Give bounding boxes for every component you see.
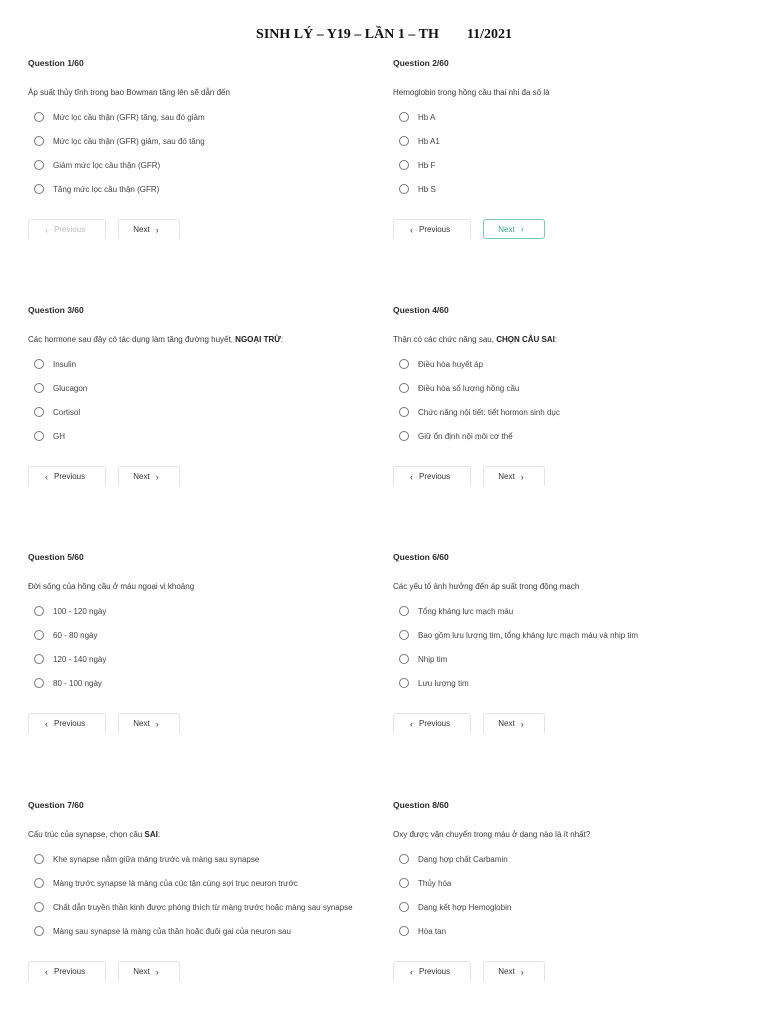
- chevron-right-icon: ›: [155, 718, 159, 729]
- chevron-right-icon: ›: [520, 718, 524, 729]
- question-text: [393, 335, 743, 344]
- answer-option[interactable]: [393, 647, 743, 671]
- question-text: [393, 582, 743, 591]
- radio-button[interactable]: [399, 926, 409, 936]
- answer-option[interactable]: [28, 847, 378, 871]
- answer-option-label: Dạng kết hợp Hemoglobin: [418, 902, 512, 912]
- question-text-main: Các yếu tố ảnh hưởng đến áp suất trong động mạch: [393, 582, 580, 591]
- answer-option-label: Khe synapse nằm giữa màng trước và màng sau synapse: [53, 854, 260, 864]
- answer-option[interactable]: [28, 871, 378, 895]
- answer-option[interactable]: [393, 871, 743, 895]
- answer-option[interactable]: [393, 895, 743, 919]
- answer-option-label: Mức lọc cầu thận (GFR) tăng, sau đó giảm: [53, 112, 205, 122]
- question-text: [393, 88, 743, 97]
- previous-button[interactable]: [28, 713, 106, 733]
- previous-label: Previous: [54, 225, 86, 234]
- radio-button[interactable]: [34, 136, 44, 146]
- previous-button[interactable]: [393, 713, 471, 733]
- question-text-main: Áp suất thủy tĩnh trong bao Bowman tăng lên sẽ dẫn đến: [28, 88, 230, 97]
- next-button[interactable]: [483, 961, 545, 981]
- radio-button[interactable]: [34, 678, 44, 688]
- answer-option-label: 60 - 80 ngày: [53, 630, 98, 640]
- answer-option[interactable]: [393, 623, 743, 647]
- question-text-main: Oxy được vận chuyển trong máu ở dạng nào là ít nhất?: [393, 830, 591, 839]
- answer-option[interactable]: [28, 177, 378, 201]
- previous-button[interactable]: [393, 219, 471, 239]
- answer-option-label: Insulin: [53, 359, 77, 369]
- question-text: [28, 88, 378, 97]
- answer-option[interactable]: [28, 400, 378, 424]
- answer-option[interactable]: [28, 647, 378, 671]
- question-nav: [28, 219, 378, 239]
- question-number: Question 3/60: [28, 305, 84, 315]
- answer-option-label: 80 - 100 ngày: [53, 678, 102, 688]
- question-nav: [28, 961, 378, 981]
- answer-option-label: Mức lọc cầu thận (GFR) giảm, sau đó tăng: [53, 136, 205, 146]
- previous-button[interactable]: [28, 961, 106, 981]
- answer-option-label: Chức năng nội tiết: tiết hormon sinh dục: [418, 407, 560, 417]
- question-card-4: [393, 305, 743, 486]
- answer-option[interactable]: [393, 177, 743, 201]
- question-text: [28, 582, 378, 591]
- question-nav: [28, 466, 378, 486]
- chevron-right-icon: ›: [155, 471, 159, 482]
- answer-option[interactable]: [393, 153, 743, 177]
- previous-label: Previous: [54, 967, 86, 976]
- question-suffix: :: [157, 830, 161, 839]
- question-number: Question 8/60: [393, 800, 449, 810]
- previous-label: Previous: [419, 225, 451, 234]
- answer-option-label: Hb A1: [418, 136, 440, 146]
- question-suffix: :: [280, 335, 284, 344]
- radio-button[interactable]: [34, 630, 44, 640]
- answer-option-label: Màng sau synapse là màng của thân hoặc đuôi gai của neuron sau: [53, 926, 291, 936]
- radio-button[interactable]: [34, 854, 44, 864]
- document-title: [0, 27, 768, 43]
- question-number: Question 7/60: [28, 800, 84, 810]
- answer-option-label: Giữ ổn định nội môi cơ thể: [418, 431, 513, 441]
- answer-option[interactable]: [28, 895, 378, 919]
- chevron-left-icon: ‹: [410, 718, 413, 729]
- radio-button[interactable]: [399, 112, 409, 122]
- radio-button[interactable]: [399, 854, 409, 864]
- radio-button[interactable]: [34, 606, 44, 616]
- chevron-right-icon: ›: [520, 224, 524, 234]
- question-text-main: Đời sống của hồng cầu ở máu ngoại vi khoảng: [28, 582, 195, 591]
- radio-button[interactable]: [399, 878, 409, 888]
- next-label: Next: [133, 472, 150, 481]
- answer-option[interactable]: [28, 623, 378, 647]
- answer-option-label: Nhịp tim: [418, 654, 448, 664]
- question-card-5: [28, 552, 378, 733]
- answer-option[interactable]: [393, 847, 743, 871]
- answer-option-label: Điều hòa huyết áp: [418, 359, 483, 369]
- answer-option-label: Hb F: [418, 160, 436, 170]
- question-nav: [28, 713, 378, 733]
- chevron-left-icon: ‹: [45, 718, 48, 729]
- chevron-left-icon: ‹: [45, 471, 48, 482]
- next-label: Next: [498, 472, 515, 481]
- radio-button[interactable]: [34, 654, 44, 664]
- answer-option[interactable]: [28, 424, 378, 448]
- question-number: Question 5/60: [28, 552, 84, 562]
- question-nav: [393, 219, 743, 239]
- chevron-left-icon: ‹: [45, 966, 48, 977]
- question-emphasis: NGOẠI TRỪ: [235, 335, 281, 344]
- answer-option[interactable]: [28, 153, 378, 177]
- previous-label: Previous: [54, 472, 86, 481]
- next-button[interactable]: [483, 219, 545, 239]
- radio-button[interactable]: [34, 112, 44, 122]
- previous-button[interactable]: [393, 466, 471, 486]
- chevron-right-icon: ›: [155, 966, 159, 977]
- answer-option[interactable]: [28, 105, 378, 129]
- next-label: Next: [133, 719, 150, 728]
- title-date: 11/2021: [466, 27, 512, 42]
- next-button[interactable]: [483, 713, 545, 733]
- question-number: Question 1/60: [28, 58, 84, 68]
- answer-option-label: Cortisol: [53, 407, 81, 417]
- answer-option[interactable]: [393, 671, 743, 695]
- question-card-1: [28, 58, 378, 239]
- answer-option[interactable]: [28, 129, 378, 153]
- previous-label: Previous: [419, 472, 451, 481]
- answer-option[interactable]: [393, 919, 743, 943]
- radio-button[interactable]: [34, 160, 44, 170]
- previous-button[interactable]: [393, 961, 471, 981]
- chevron-left-icon: ‹: [410, 471, 413, 482]
- previous-label: Previous: [419, 719, 451, 728]
- chevron-right-icon: ›: [520, 966, 524, 977]
- question-text-main: Hemoglobin trong hồng cầu thai nhi đa số là: [393, 88, 550, 97]
- next-label: Next: [498, 224, 515, 234]
- question-text-main: Thận có các chức năng sau,: [393, 335, 497, 344]
- next-label: Next: [498, 719, 515, 728]
- answer-option[interactable]: [28, 919, 378, 943]
- previous-button[interactable]: [28, 219, 106, 239]
- next-label: Next: [133, 225, 150, 234]
- next-button[interactable]: [118, 466, 180, 486]
- question-card-8: [393, 800, 743, 981]
- radio-button[interactable]: [34, 878, 44, 888]
- chevron-left-icon: ‹: [45, 224, 48, 235]
- answer-option-label: Glucagon: [53, 383, 88, 393]
- question-text: [393, 830, 743, 839]
- answer-option-label: Bao gồm lưu lượng tim, tổng kháng lực mạch máu và nhịp tim: [418, 630, 639, 640]
- question-text: [28, 335, 378, 344]
- answer-option-label: Tổng kháng lực mạch máu: [418, 606, 514, 616]
- question-emphasis: SAI: [144, 830, 158, 839]
- question-text: [28, 830, 378, 839]
- answer-option[interactable]: [393, 376, 743, 400]
- answer-option[interactable]: [393, 424, 743, 448]
- radio-button[interactable]: [34, 383, 44, 393]
- question-number: Question 4/60: [393, 305, 449, 315]
- radio-button[interactable]: [34, 407, 44, 417]
- previous-button[interactable]: [28, 466, 106, 486]
- question-card-6: [393, 552, 743, 733]
- next-label: Next: [133, 967, 150, 976]
- answer-option-label: Giảm mức lọc cầu thận (GFR): [53, 160, 161, 170]
- next-label: Next: [498, 967, 515, 976]
- previous-label: Previous: [419, 967, 451, 976]
- answer-option[interactable]: [28, 376, 378, 400]
- question-nav: [393, 713, 743, 733]
- radio-button[interactable]: [399, 184, 409, 194]
- radio-button[interactable]: [399, 160, 409, 170]
- question-number: Question 2/60: [393, 58, 449, 68]
- answer-option-label: 120 - 140 ngày: [53, 654, 107, 664]
- radio-button[interactable]: [34, 902, 44, 912]
- question-text-main: Cấu trúc của synapse, chọn câu: [28, 830, 145, 839]
- title-text: SINH LÝ – Y19 – LẦN 1 – TH: [256, 27, 439, 42]
- next-button[interactable]: [118, 961, 180, 981]
- next-button[interactable]: [483, 466, 545, 486]
- question-card-7: [28, 800, 378, 981]
- question-nav: [393, 961, 743, 981]
- answer-option[interactable]: [393, 105, 743, 129]
- answer-option[interactable]: [28, 671, 378, 695]
- radio-button[interactable]: [399, 383, 409, 393]
- answer-option-label: 100 - 120 ngày: [53, 606, 107, 616]
- radio-button[interactable]: [34, 431, 44, 441]
- next-button[interactable]: [118, 219, 180, 239]
- answer-option[interactable]: [393, 400, 743, 424]
- radio-button[interactable]: [399, 630, 409, 640]
- next-button[interactable]: [118, 713, 180, 733]
- question-nav: [393, 466, 743, 486]
- answer-option-label: Điều hòa số lượng hồng cầu: [418, 383, 520, 393]
- radio-button[interactable]: [399, 654, 409, 664]
- question-text-main: Các hormone sau đây có tác dụng làm tăng đường huyết,: [28, 335, 236, 344]
- question-suffix: :: [554, 335, 558, 344]
- radio-button[interactable]: [399, 902, 409, 912]
- radio-button[interactable]: [399, 431, 409, 441]
- answer-option[interactable]: [393, 129, 743, 153]
- radio-button[interactable]: [399, 678, 409, 688]
- chevron-right-icon: ›: [155, 224, 159, 235]
- answer-option[interactable]: [28, 352, 378, 376]
- answer-option-label: Hb A: [418, 112, 436, 122]
- radio-button[interactable]: [34, 359, 44, 369]
- answer-option-label: Dạng hợp chất Carbamin: [418, 854, 508, 864]
- answer-option-label: GH: [53, 431, 65, 441]
- answer-option-label: Màng trước synapse là màng của cúc tận cùng sợi trục neuron trước: [53, 878, 298, 888]
- previous-label: Previous: [54, 719, 86, 728]
- answer-option[interactable]: [393, 352, 743, 376]
- answer-option-label: Thủy hóa: [418, 878, 452, 888]
- answer-option-label: Hb S: [418, 184, 436, 194]
- question-card-2: [393, 58, 743, 239]
- answer-option-label: Lưu lượng tim: [418, 678, 469, 688]
- chevron-left-icon: ‹: [410, 966, 413, 977]
- question-card-3: [28, 305, 378, 486]
- answer-option[interactable]: [393, 599, 743, 623]
- radio-button[interactable]: [34, 926, 44, 936]
- radio-button[interactable]: [34, 184, 44, 194]
- answer-option-label: Hòa tan: [418, 926, 447, 936]
- answer-option-label: Chất dẫn truyền thần kinh được phóng thích từ màng trước hoặc màng sau synapse: [53, 902, 353, 912]
- question-emphasis: CHỌN CÂU SAI: [496, 335, 555, 344]
- question-number: Question 6/60: [393, 552, 449, 562]
- radio-button[interactable]: [399, 359, 409, 369]
- radio-button[interactable]: [399, 606, 409, 616]
- answer-option[interactable]: [28, 599, 378, 623]
- chevron-right-icon: ›: [520, 471, 524, 482]
- answer-option-label: Tăng mức lọc cầu thận (GFR): [53, 184, 160, 194]
- radio-button[interactable]: [399, 136, 409, 146]
- chevron-left-icon: ‹: [410, 224, 413, 235]
- radio-button[interactable]: [399, 407, 409, 417]
